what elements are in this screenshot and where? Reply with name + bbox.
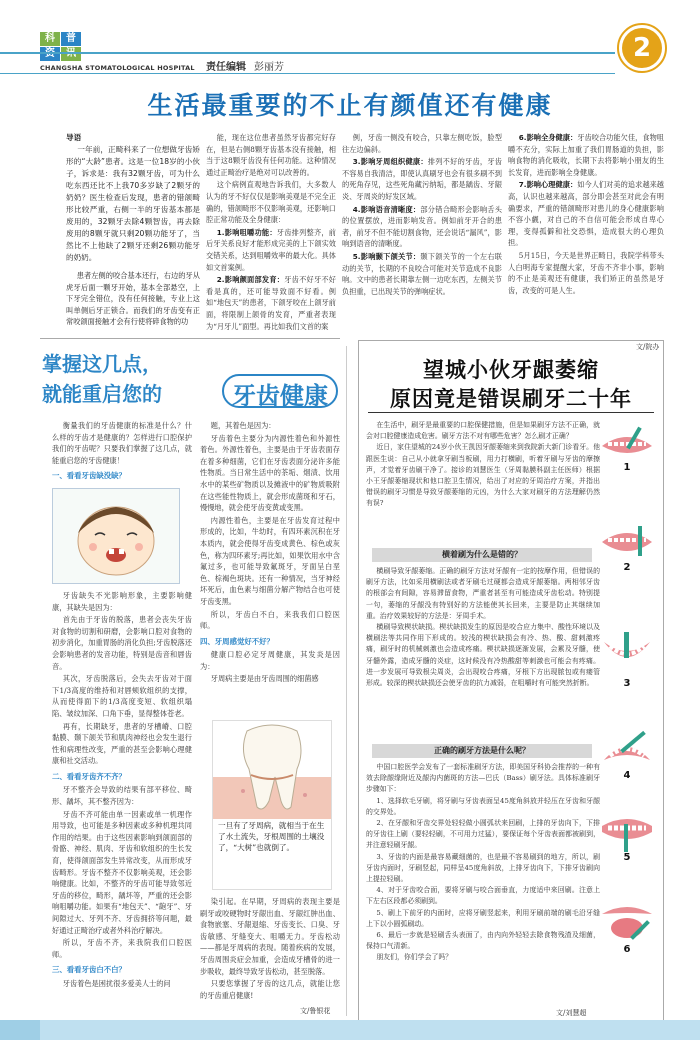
paragraph: 牙齿着色是困扰很多爱美人士的问 — [62, 978, 171, 988]
article2-author: 文/鲁银花 — [300, 1007, 331, 1015]
article1-title: 生活最重要的不止有颜值还有健康 — [147, 91, 553, 120]
periodontal-tooth-illustration — [212, 720, 332, 890]
paragraph: 牙周病主要是由牙齿周围的细菌感 — [210, 674, 319, 684]
header-rule — [0, 73, 615, 74]
step-text: 5、刷上下前牙的内面时，应将牙刷竖起来，利用牙刷前端的刷毛沿牙缝上下以小圆弧刷动。 — [366, 908, 600, 928]
paragraph: 横刷导致牙龈萎缩。正确的刷牙方法对牙龈有一定的按摩作用，但错误的刷牙方法，比如采用横刷法或者牙刷毛过硬都会造成牙龈萎缩。两相邻牙齿的根部会有间隙，容易滞留食物，严重者甚至有可能造成牙齿松动。特别提一句，萎缩的牙龈没有特别好的方法能使其长回来，主要是防止其继续加重。治疗效果较好的方法是：牙周手术。 — [366, 567, 600, 620]
paragraph: 题，其着色是因为： — [210, 421, 276, 430]
lead-paragraph: 一年前，正畸科来了一位想做牙齿矫形的“大龄”患者。这是一位18岁的小伙子，诉求是：我有32颗牙齿，可为什么吃东西还比不上我70多岁缺了2颗牙的奶奶？医生检查后发现，患者的错颌畸形比较严重，右侧一半的牙齿基本都是废用的，32颗牙去除4颗智齿，再去除废用的8颗牙就只剩20颗功能牙了，当然比不上他缺了2颗牙还剩26颗功能牙的奶奶。 — [66, 145, 200, 262]
child-missing-tooth-illustration — [52, 488, 180, 584]
point-text: 排列不好的牙齿，牙齿不容易自我清洁，即使认真刷牙也会有很多刷不到的死角存见，这些死角藏污纳垢，都是龋齿、牙龈炎、牙周炎的好发区域。 — [342, 157, 502, 201]
page-number: 2 — [622, 28, 662, 68]
section-heading: 四、牙周感觉好不好？ — [200, 636, 274, 646]
column-divider — [346, 346, 347, 1016]
illustration-caption: 一旦有了牙周病，就相当于在生了水土流失，牙根周围的土壤没了，“大树”也就倒了。 — [218, 821, 325, 852]
article1-col2 — [206, 132, 336, 342]
paragraph: 牙齿着色主要分为内源性着色和外源性着色。外源性着色，主要是由于牙齿表面存在着多种细菌，它们在牙齿表面分泌许多能性物质。当日常生活中的茶垢、烟渍、饮用水中的某些矿物质以及摊液中的矿物质吸附在这些能性物质上，就会形成菌斑和牙石，慢慢地，就会使牙齿变黄或变黑。 — [200, 433, 340, 513]
paragraph: 其次，牙齿脱落后，会失去牙齿对于面下1/3高度的维持和对唇颊软组织的支撑，从而使得面下的1/3高度变短、软组织塌陷、皱纹加深、口角下垂，显得整体苍老。 — [52, 674, 192, 718]
paragraph: 内源性着色，主要是在牙齿发育过程中形成的，比如，牛幼时，有四环素沉积在牙本质内，就会使得牙齿变成黄色、棕色或灰色，称为四环素牙;再比如，如果饮用水中含氟过多，也可能导致氟斑牙，牙面呈白垩色、棕褐色斑块。还有一种情况，当牙神经坏死后，血色素与细菌分解产物结合也可使牙齿变黑。 — [200, 515, 340, 606]
hospital-name-en: CHANGSHA STOMATOLOGICAL HOSPITAL — [40, 64, 195, 72]
section-heading: 一、看看牙齿缺没缺？ — [52, 471, 126, 481]
title-line: 就能重启您的 — [42, 382, 162, 406]
lead-title: 导语 — [66, 133, 82, 142]
paragraph: 健康口腔必定牙周健康，其发炎是因为： — [200, 650, 340, 671]
header-rule — [0, 52, 615, 54]
paragraph: 在生活中，刷牙是最重要的口腔保健措施，但是如果刷牙方法不正确，就会对口腔健康造成危害。刷牙方法不对有哪些危害？怎么刷才正确？ — [366, 421, 600, 441]
point-title: 1.影响咀嚼功能： — [216, 227, 277, 237]
step-text: 2、在牙龈和牙齿交界处轻轻做小圆弧状来回刷，上排的牙齿向下，下排的牙齿往上刷（要轻轻刷，不可用力过猛），要保证每个牙齿表面都被刷到，并注意轻刷牙龈。 — [366, 819, 600, 850]
point-text: 牙齿咬合功能欠佳，食物咀嚼不充分，实际上加重了我们胃肠道的负担，影响食物的消化吸收，长期下去将影响小朋友的生长发育，进而影响全身健康。 — [508, 133, 664, 177]
article3-body1 — [366, 566, 600, 726]
editor-credit — [206, 58, 284, 73]
article1-col3 — [342, 132, 502, 342]
point-title: 3.影响牙周组织健康： — [352, 157, 428, 167]
paragraph: 所以，牙齿不齐，来我院我们口腔医师。 — [52, 938, 192, 959]
masthead — [0, 0, 700, 80]
article1-author: 文/院办 — [636, 343, 660, 351]
point-title: 6.影响全身健康： — [518, 133, 578, 142]
article3-title-line1: 望城小伙牙龈萎缩 — [423, 357, 599, 382]
paragraph: 衡量我们的牙齿健康的标准是什么？什么样的牙齿才是健康的？怎样进行口腔保护我们的牙齿呢？只要我们掌握了这几点，就能重启您的牙齿健康！ — [52, 421, 192, 465]
paragraph: 染引起。在早期，牙周病的表现主要是刷牙或咬硬物时牙龈出血、牙龈红肿出血、食物嵌塞、牙龈退缩、牙齿变长、口臭、牙齿敏感、牙缝变大、咀嚼无力。牙齿松动——都是牙周病的表现。随着疾病的发展，牙齿周围炎症会加重，会造成牙槽骨的进一步吸收，最终导致牙齿松动，甚至脱落。 — [200, 897, 340, 976]
title-accent: 牙齿健康 — [232, 382, 328, 410]
logo-char: 普 — [61, 32, 81, 46]
paragraph: 牙不整齐会导致的结果有部平移位、畸形、龋坏，其不整齐因为： — [52, 785, 192, 807]
article1-col1 — [66, 132, 200, 342]
step-number: 3 — [623, 678, 631, 689]
paragraph: 例，牙齿一侧没有咬合，只靠左侧吃饭，脸型往左边偏斜。 — [342, 133, 502, 154]
editor-name: 彭丽芳 — [254, 62, 284, 73]
point-text: 部分错合畸形会影响舌头的位置摆放，进而影响发音。例如前牙开合的患者，前牙不但不能切割食物，还会说话“漏风”，影响到语音的清晰度。 — [342, 204, 502, 249]
paragraph: 5月15日，今天是世界正畸日，我院学科带头人白明海专家提醒大家，牙齿不齐非小事，影响的不止是美观还有健康，我们矫正的虽然是牙齿，改变的可是人生。 — [508, 250, 664, 295]
article2-title — [42, 348, 342, 412]
title-rule — [368, 412, 654, 413]
article2-col2 — [200, 420, 340, 720]
point-text: 牙齿排列整齐，前后牙关系良好才能形成完美的上下颌实效交错关系，达到咀嚼效率的最大化。具体如文首案例。 — [206, 227, 336, 272]
editor-label: 责任编辑 — [206, 62, 246, 73]
section-divider — [40, 338, 340, 339]
footer-bar-accent — [0, 1020, 40, 1040]
paragraph: 牙齿缺失不光影响形象，主要影响健康，其缺失是因为： — [52, 590, 192, 612]
article3-author: 文/刘慧超 — [556, 1009, 587, 1017]
logo-char — [40, 47, 60, 61]
section-heading: 二、看看牙齿齐不齐？ — [52, 771, 126, 781]
article3-intro — [366, 420, 600, 546]
step-text: 4、对于牙齿咬合面，要将牙刷与咬合面垂直，力度适中来回刷。注意上下左右区段都必须刷到。 — [366, 886, 600, 906]
step-text: 3、牙齿的内面是最容易藏细菌的，也是最不容易刷到的地方，所以，刷牙齿内面时，牙刷竖起，同样呈45度角斜放，上排牙齿向下，下排牙齿刷向上提拉轻刷。 — [366, 852, 600, 884]
title-line: 掌握这几点， — [42, 352, 162, 376]
paragraph: 横刷导致楔状缺损。楔状缺损发生的原因是咬合应力集中、酸性环境以及横刷法等共同作用下形成的。较浅的楔状缺损会有冷、热、酸、甜刺激疼痛，刷牙时的机械刺激也会造成疼痛。楔状缺损逐渐发展，会累及牙髓，使牙髓外露，造成牙髓的炎症，这时候没有冷热酸甜等刺激也可能会有疼痛。进一步发展可导致根尖周炎，会出现咬合疼痛，牙根下方出现脓包或有瘘管形成。较深的楔状缺损还会使牙齿的抗力减弱，在咀嚼时有可能突然折断。 — [366, 623, 600, 688]
step-number: 5 — [623, 852, 631, 863]
paragraph: 牙齿不齐可能由单一因素或单一机理作用导致，也可能是多种因素或多种机理共同作用的结果。由于这些因素影响到颌面部的骨骼、神经、肌肉、牙齿和软组织的生长发育，使得颌面部发生异常改变，从而形成牙齿畸形。牙齿不整齐不仅影响美观，还会影响健康。比如，不整齐的牙齿可能导致邻近牙齿的移位，畸形，龋坏等，严重的还会影响咀嚼功能。如果有“地包天”、“龅牙”、牙间隙过大、牙列不齐、牙齿拥挤等问题，最好通过正畸治疗或者外科治疗解决。 — [52, 809, 192, 935]
paragraph: 能，现在这位患者虽然牙齿都完好存在，但是右侧8颗牙齿基本没有接触，相当于这8颗牙齿没有任何功能。这种情况通过正畸治疗是绝对可以改善的。 — [206, 133, 336, 177]
step-number: 4 — [623, 770, 631, 781]
paragraph: 朋友们，你们学会了吗？ — [376, 953, 453, 962]
point-title: 5.影响颞下颌关节： — [352, 251, 421, 261]
logo-char — [61, 47, 81, 61]
step-text: 1、选择软毛牙刷，将牙刷与牙齿表面呈45度角斜放并轻压在牙齿和牙龈的交界处。 — [366, 796, 600, 816]
section-heading: 三、看看牙齿白不白？ — [52, 965, 126, 975]
article3-body2 — [366, 762, 600, 998]
point-text: 颞下颌关节的一个左右联动的关节，长期的不良咬合可能对关节造成不良影响。文中的患者长期靠左侧一边吃东西，左侧关节负担重，已出现关节的弹响症状。 — [342, 251, 502, 296]
footer-bar — [0, 1020, 700, 1040]
paragraph: 再有，长期缺牙，患者的牙槽嵴、口腔黏膜、颞下颌关节和肌肉神经也会发生退行性和病理性改变，严重的甚至会影响心理健康和社交活动。 — [52, 721, 192, 766]
paragraph: 只要您掌握了牙齿的这几点，就能让您的牙齿重启健康! — [200, 979, 340, 1000]
article3-title-line2: 原因竟是错误刷牙二十年 — [390, 386, 632, 411]
article1-col4 — [508, 132, 664, 338]
point-title: 2.影响颜面部发育： — [216, 275, 285, 285]
paragraph: 首先由于牙齿的脱落，患者会丧失牙齿对食物的切割和研磨，会影响口腔对食物的初步消化，加重胃肠的消化负担;牙齿脱落还会影响患者的发音功能，特别是齿音和唇齿音。 — [52, 615, 192, 671]
paragraph: 这个病例直观地告诉我们，大多数人认为的牙不好仅仅是影响美观是不完全正确的，错颌畸形不仅影响美观，还影响口腔正常功能及全身健康： — [206, 180, 336, 225]
logo-char: 科 — [40, 32, 60, 46]
article2-col2b — [200, 896, 340, 1016]
paragraph: 患者左侧的咬合基本还行，右边的牙从虎牙后面一颗牙开始，基本全部悬空，上下牙完全错位，没有任何接触，专业上这叫单侧后牙正锁合。而我们的牙齿变有正常咬颌面接触才会有行使将碎食物的功 — [66, 271, 200, 327]
step-number: 2 — [623, 562, 631, 573]
point-title: 4.影响语音清晰度： — [352, 204, 421, 214]
paragraph: 所以，牙齿白不白，来我我们口腔医师。 — [200, 609, 340, 631]
step-text: 6、最后一步就是轻刷舌头表面了，由内向外轻轻去除食物残渣及细菌，保持口气清新。 — [366, 931, 600, 951]
step-number: 1 — [623, 462, 631, 473]
step-number: 6 — [623, 944, 631, 955]
paragraph: 中国口腔医学会发布了一套标准刷牙方法，即美国牙科协会推荐的一种有效去除龈缘附近及龈沟内菌斑的方法—巴氏（Bass）刷牙法。具体标准刷牙步骤如下： — [366, 763, 600, 794]
subheading-bar: 横着刷为什么是错的？ — [372, 548, 592, 562]
point-text: 牙齿不好牙不好看是真的，还可能导致面不好看。例如“地包天”的患者，下颌牙咬在上颌牙前面，将限制上颌骨的发育，严重者表现为“月牙儿”面型。再比如我们文首的案 — [206, 275, 336, 331]
logo — [40, 32, 84, 62]
paragraph: 近日，家住望城的24岁小伙王凯因牙龈萎缩来到我院新大新门诊看牙。他跟医生说：自己从小就拿牙刷当板刷，用力打横刷，听着牙刷与牙齿的摩擦声，才觉着牙齿刷干净了。接诊的刘慧医生（牙周黏膜科副主任医师）根据小王牙龈萎缩现状和他口腔卫生情况，给出了对应的牙周治疗方案，并指出错误的刷牙习惯是导致牙龈萎缩的元凶，为什么大家对刷牙的方法理解仍然有误? — [366, 443, 600, 508]
point-text: 如今人们对美的追求越来越高，认识也越来越高，部分即会甚至对此会有明确要求，严重的错颌畸形对患儿的身心健康影响不容小觑，对自己的不自信可能会形成自卑心理，变得孤僻和社交恐惧，造成很大的心理负担。 — [508, 180, 664, 248]
subheading-bar: 正确的刷牙方法是什么呢？ — [372, 744, 592, 758]
point-title: 7.影响心理健康： — [518, 180, 578, 190]
